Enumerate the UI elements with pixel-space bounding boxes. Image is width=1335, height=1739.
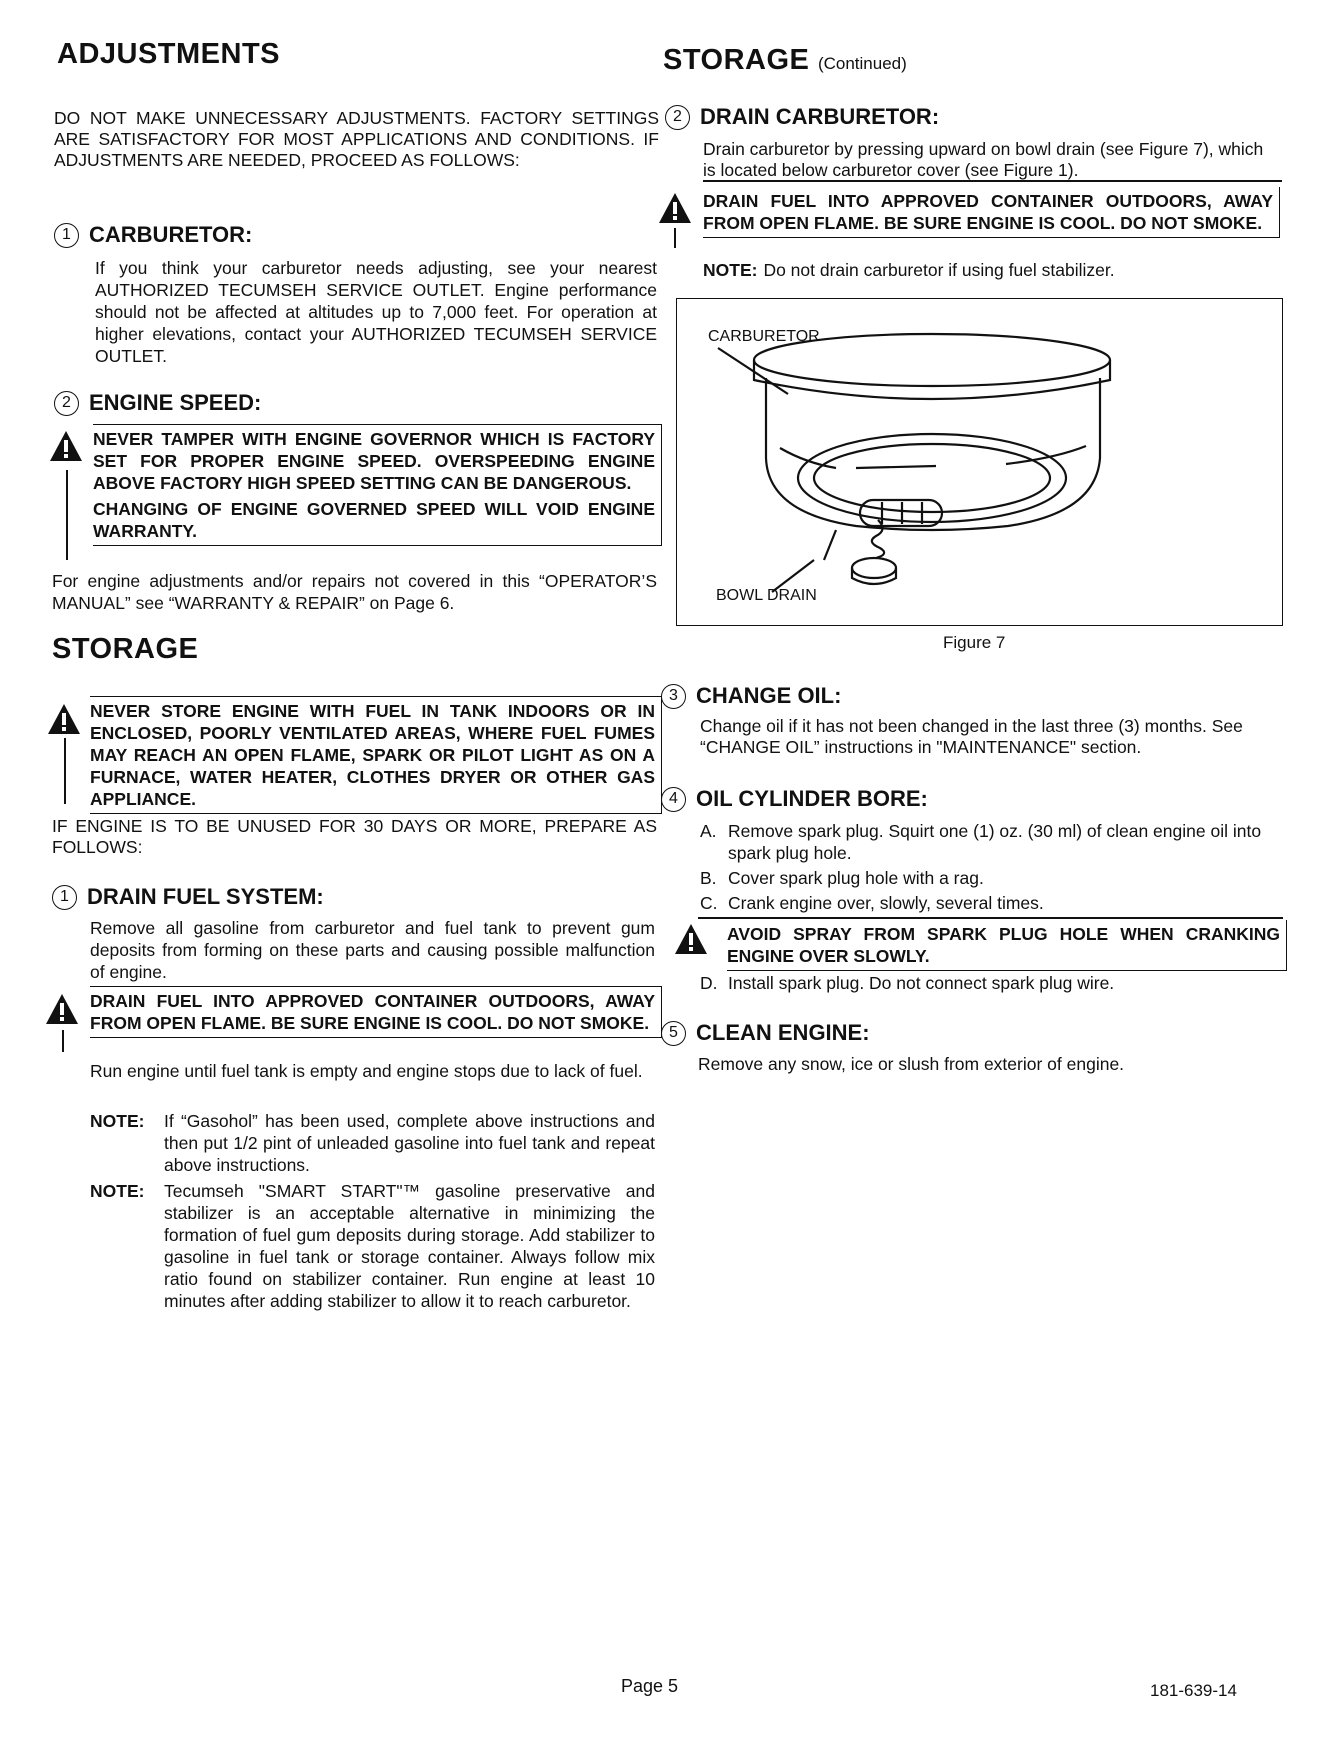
list-letter: C. (700, 893, 718, 913)
carburetor-heading (54, 222, 252, 248)
adjustments-title: ADJUSTMENTS (57, 38, 281, 70)
carburetor-text: If you think your carburetor needs adjusting, see your nearest AUTHORIZED TECUMSEH SERVICE OUTLET. Engine performance should not be affected at altitudes up to 7,000 feet. For operation at higher elevations, contact your AUTHORIZED TECUMSEH SERVICE OUTLET. (95, 258, 657, 366)
note-text: Tecumseh "SMART START"™ gasoline preservative and stabilizer is an acceptable alternative in minimizing the formation of fuel gum deposits during storage. Add stabilizer to gasoline in fuel tank or storage container. Always follow mix ratio found on stabilizer container. Run engine at least 10 minutes after adding stabilizer to allow it to reach carburetor. (164, 1181, 655, 1311)
drain-carburetor-warning: DRAIN FUEL INTO APPROVED CONTAINER OUTDOORS, AWAY FROM OPEN FLAME. BE SURE ENGINE IS COOL. DO NOT SMOKE. (703, 187, 1280, 238)
warning-bracket (64, 738, 66, 804)
warning-triangle-icon (658, 192, 692, 224)
engine-speed-note: For engine adjustments and/or repairs not covered in this “OPERATOR’S MANUAL” see “WARRANTY & REPAIR” on Page 6. (52, 571, 657, 613)
step-number: 4 (661, 787, 686, 812)
warning-text: CHANGING OF ENGINE GOVERNED SPEED WILL VOID ENGINE WARRANTY. (93, 499, 655, 541)
carburetor-label: CARBURETOR (708, 328, 820, 345)
clean-engine-title: CLEAN ENGINE: (696, 1020, 870, 1045)
warning-bracket (66, 470, 68, 560)
note-smart-start (90, 1180, 655, 1312)
storage-continued-title (663, 44, 907, 77)
engine-speed-warning (93, 424, 662, 546)
drain-carburetor-title: DRAIN CARBURETOR: (700, 104, 940, 129)
clean-engine-heading (661, 1020, 870, 1046)
storage-warning: NEVER STORE ENGINE WITH FUEL IN TANK INDOORS OR IN ENCLOSED, POORLY VENTILATED AREAS, WHERE FUEL FUMES MAY REACH AN OPEN FLAME, SPARK OR PILOT LIGHT AS ON A FURNACE, WATER HEATER, CLOTHES DRYER OR OTHER GAS APPLIANCE. (90, 696, 662, 814)
list-text: Remove spark plug. Squirt one (1) oz. (30 ml) of clean engine oil into spark plug hole. (728, 821, 1262, 863)
drain-fuel-run: Run engine until fuel tank is empty and engine stops due to lack of fuel. (90, 1061, 643, 1081)
oil-cylinder-bore-steps (700, 820, 1285, 914)
step-number: 2 (54, 391, 79, 416)
document-number: 181-639-14 (1150, 1681, 1237, 1700)
drain-carburetor-note (703, 259, 1283, 281)
step-number: 3 (661, 684, 686, 709)
oil-cylinder-bore-heading (661, 786, 928, 812)
spark-plug-warning: AVOID SPRAY FROM SPARK PLUG HOLE WHEN CRANKING ENGINE OVER SLOWLY. (727, 920, 1287, 971)
engine-speed-title: ENGINE SPEED: (89, 390, 262, 415)
continued-label: (Continued) (817, 54, 907, 73)
warning-text: NEVER TAMPER WITH ENGINE GOVERNOR WHICH IS FACTORY SET FOR PROPER ENGINE SPEED. OVERSPEEDING ENGINE ABOVE FACTORY HIGH SPEED SETTING CAN BE DANGEROUS. (93, 429, 655, 493)
carburetor-title: CARBURETOR: (89, 222, 253, 247)
list-letter: D. (700, 973, 718, 993)
adjustments-intro: DO NOT MAKE UNNECESSARY ADJUSTMENTS. FACTORY SETTINGS ARE SATISFACTORY FOR MOST APPLICATIONS AND CONDITIONS. IF ADJUSTMENTS ARE NEEDED, PROCEED AS FOLLOWS: (54, 108, 659, 170)
carburetor-illustration (676, 298, 1283, 626)
storage-title: STORAGE (52, 633, 199, 665)
change-oil-title: CHANGE OIL: (696, 683, 842, 708)
note-label: NOTE: (90, 1181, 145, 1201)
list-item (700, 820, 1285, 864)
list-text: Install spark plug. Do not connect spark plug wire. (728, 973, 1115, 993)
change-oil-text: Change oil if it has not been changed in the last three (3) months. See “CHANGE OIL” instructions in "MAINTENANCE" section. (700, 716, 1243, 757)
note-gasohol (90, 1110, 655, 1176)
oil-cylinder-bore-title: OIL CYLINDER BORE: (696, 786, 928, 811)
list-item (700, 972, 1285, 994)
storage-title-right: STORAGE (663, 44, 810, 76)
drain-carburetor-heading (665, 104, 939, 130)
change-oil-heading (661, 683, 841, 709)
note-text: If “Gasohol” has been used, complete above instructions and then put 1/2 pint of unleaded gasoline into fuel tank and repeat above instructions. (164, 1111, 655, 1175)
step-number: 5 (661, 1021, 686, 1046)
warning-triangle-icon (674, 923, 708, 955)
clean-engine-text: Remove any snow, ice or slush from exterior of engine. (698, 1054, 1125, 1074)
list-letter: B. (700, 868, 717, 888)
list-letter: A. (700, 821, 717, 841)
step-number: 2 (665, 105, 690, 130)
step-number: 1 (52, 885, 77, 910)
page-number: Page 5 (621, 1676, 679, 1696)
list-item (700, 867, 1285, 889)
warning-triangle-icon (47, 703, 81, 735)
list-text: Crank engine over, slowly, several times. (728, 893, 1044, 913)
note-label: NOTE: (703, 260, 758, 280)
engine-speed-heading (54, 390, 261, 416)
figure-caption: Figure 7 (943, 633, 1006, 652)
note-text: Do not drain carburetor if using fuel stabilizer. (763, 260, 1115, 280)
warning-triangle-icon (49, 430, 83, 462)
list-item (700, 892, 1285, 914)
warning-bracket (674, 228, 676, 248)
warning-bracket (62, 1030, 64, 1052)
note-label: NOTE: (90, 1111, 145, 1131)
storage-intro: IF ENGINE IS TO BE UNUSED FOR 30 DAYS OR MORE, PREPARE AS FOLLOWS: (52, 816, 657, 857)
warning-triangle-icon (45, 993, 79, 1025)
drain-fuel-text: Remove all gasoline from carburetor and fuel tank to prevent gum deposits from forming on these parts and causing possible malfunction of engine. (90, 918, 655, 982)
divider (698, 917, 1283, 919)
drain-carburetor-text: Drain carburetor by pressing upward on bowl drain (see Figure 7), which is located below carburetor cover (see Figure 1). (703, 139, 1264, 180)
step-number: 1 (54, 223, 79, 248)
list-text: Cover spark plug hole with a rag. (728, 868, 984, 888)
divider (703, 180, 1282, 182)
drain-fuel-heading (52, 884, 324, 910)
bowl-drain-label: BOWL DRAIN (716, 587, 817, 604)
drain-fuel-title: DRAIN FUEL SYSTEM: (87, 884, 324, 909)
drain-fuel-warning: DRAIN FUEL INTO APPROVED CONTAINER OUTDOORS, AWAY FROM OPEN FLAME. BE SURE ENGINE IS COOL. DO NOT SMOKE. (90, 986, 662, 1038)
